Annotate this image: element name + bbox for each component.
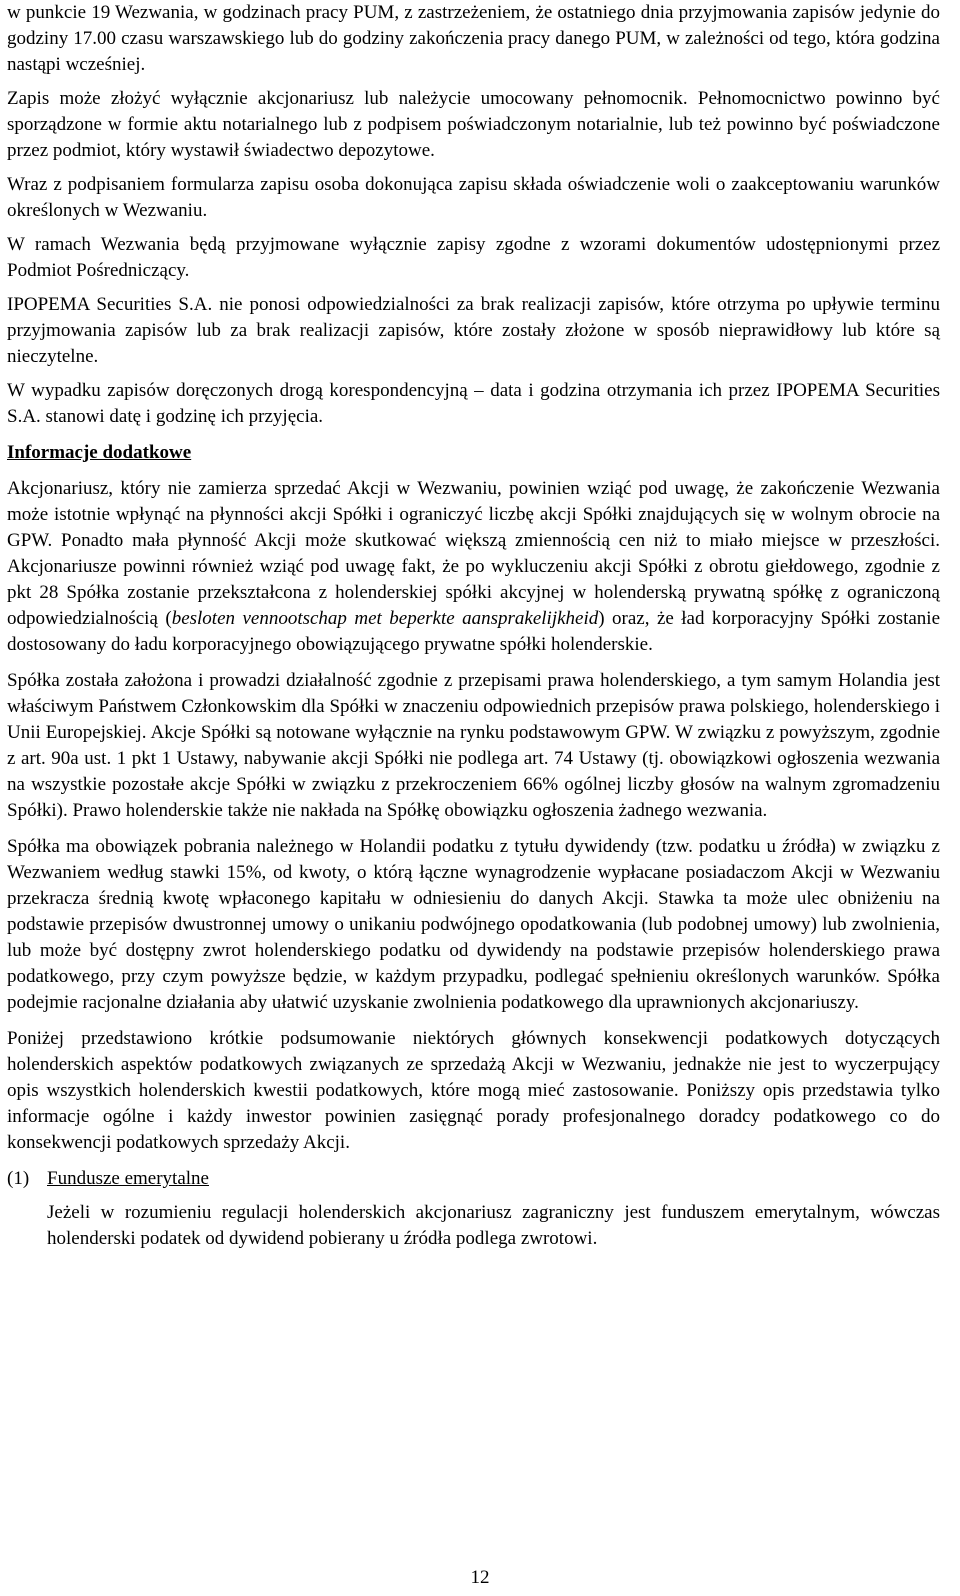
list-item-label: Fundusze emerytalne bbox=[47, 1168, 209, 1189]
paragraph-dividend-tax: Spółka ma obowiązek pobrania należnego w Holandii podatku z tytułu dywidendy (tzw. podatku u źródła) w związku z Wezwaniem według stawki 15%, od kwoty, o którą łączne wynagrodzenie wypłacane posiadaczom Akcji w Wezwaniu przekracza średnią kwotę wpłaconego kapitału w odniesieniu do danych Akcji. Stawka ta może ulec obniżeniu na podstawie przepisów dwustronnej umowy o unikaniu podwójnego opodatkowania (lub podobnej umowy) lub zwolnienia, lub może być dostępny zwrot holenderskiego podatku od dywidendy na podstawie przepisów holenderskiego prawa podatkowego, przy czym powyższe będzie, w każdym przypadku, podlegać spełnieniu określonych warunków. Spółka podejmie racjonalne działania aby ułatwić uzyskanie zwolnienia podatkowego dla uprawnionych akcjonariuszy. bbox=[7, 836, 940, 1013]
document-page bbox=[7, 0, 940, 1252]
paragraph-tax-summary: Poniżej przedstawiono krótkie podsumowanie niektórych głównych konsekwencji podatkowych dotyczących holenderskich aspektów podatkowych związanych ze sprzedażą Akcji w Wezwaniu, jednakże nie jest to wyczerpujący opis wszystkich holenderskich kwestii podatkowych, które mogą mieć zastosowanie. Poniższy opis przedstawia tylko informacje ogólne i każdy inwestor powinien zasięgnąć porady profesjonalnego doradcy podatkowego co do konsekwencji podatkowych sprzedaży Akcji. bbox=[7, 1028, 940, 1153]
paragraph-liquidity-text-2: ) oraz, że ład korporacyjny Spółki zostanie dostosowany do ładu korporacyjnego obowiązującego prywatne spółki holenderskie. bbox=[7, 608, 940, 655]
paragraph-liquidity-italic: besloten vennootschap met beperkte aansprakelijkheid bbox=[171, 608, 599, 629]
paragraph-dutch-law: Spółka została założona i prowadzi działalność zgodnie z przepisami prawa holenderskiego, a tym samym Holandia jest właściwym Państwem Członkowskim dla Spółki w znaczeniu odpowiednich przepisów prawa polskiego, holenderskiego i Unii Europejskiej. Akcje Spółki są notowane wyłącznie na rynku podstawowym GPW. W związku z powyższym, zgodnie z art. 90a ust. 1 pkt 1 Ustawy, nabywanie akcji Spółki nie podlega art. 74 Ustawy (tj. obowiązkowi ogłoszenia wezwania na wszystkie pozostałe akcje Spółki w związku z przekroczeniem 66% ogólnej liczby głosów na walnym zgromadzeniu Spółki). Prawo holenderskie także nie nakłada na Spółkę obowiązku ogłoszenia żadnego wezwania. bbox=[7, 670, 940, 821]
section-heading-additional-info: Informacje dodatkowe bbox=[7, 442, 192, 463]
paragraph-declaration: Wraz z podpisaniem formularza zapisu osoba dokonująca zapisu składa oświadczenie woli o zaakceptowaniu warunków określonych w Wezwaniu. bbox=[7, 174, 940, 221]
paragraph-subscription-hours: w punkcie 19 Wezwania, w godzinach pracy PUM, z zastrzeżeniem, że ostatniego dnia przyjmowania zapisów jedynie do godziny 17.00 czasu warszawskiego lub do godziny zakończenia pracy danego PUM, w zależności od tego, która godzina nastąpi wcześniej. bbox=[7, 2, 940, 75]
paragraph-correspondence: W wypadku zapisów doręczonych drogą korespondencyjną – data i godzina otrzymania ich przez IPOPEMA Securities S.A. stanowi datę i godzinę ich przyjęcia. bbox=[7, 380, 940, 427]
paragraph-templates: W ramach Wezwania będą przyjmowane wyłącznie zapisy zgodne z wzorami dokumentów udostępnionymi przez Podmiot Pośredniczący. bbox=[7, 234, 940, 281]
list-item-number: (1) bbox=[7, 1168, 30, 1189]
paragraph-liquidity-text-1: Akcjonariusz, który nie zamierza sprzedać Akcji w Wezwaniu, powinien wziąć pod uwagę, że zakończenie Wezwania może istotnie wpłynąć na płynności akcji Spółki i ograniczyć liczbę akcji Spółki znajdujących się w wolnym obrocie na GPW. Ponadto mała płynność Akcji może skutkować większą zmiennością cen niż to miało miejsce w przeszłości. Akcjonariusze powinni również wziąć pod uwagę fakt, że po wykluczeniu akcji Spółki z obrotu giełdowego, zgodnie z pkt 28 Spółka zostanie przekształcona z holenderskiej spółki akcyjnej w holenderską prywatną spółkę z ograniczoną odpowiedzialnością ( bbox=[7, 478, 940, 629]
paragraph-proxy: Zapis może złożyć wyłącznie akcjonariusz lub należycie umocowany pełnomocnik. Pełnomocnictwo powinno być sporządzone w formie aktu notarialnego lub z podpisem poświadczonym notarialnie, lub też powinno być poświadczone przez podmiot, który wystawił świadectwo depozytowe. bbox=[7, 88, 940, 161]
paragraph-pension-funds: Jeżeli w rozumieniu regulacji holenderskich akcjonariusz zagraniczny jest funduszem emerytalnym, wówczas holenderski podatek od dywidend pobierany u źródła podlega zwrotowi. bbox=[47, 1202, 940, 1249]
paragraph-liability: IPOPEMA Securities S.A. nie ponosi odpowiedzialności za brak realizacji zapisów, które otrzyma po upływie terminu przyjmowania zapisów lub za brak realizacji zapisów, które zostały złożone w sposób nieprawidłowy lub które są nieczytelne. bbox=[7, 294, 940, 367]
paragraph-liquidity bbox=[7, 476, 940, 658]
list-item-pension-funds bbox=[7, 1166, 940, 1192]
page-number: 12 bbox=[470, 1567, 490, 1588]
